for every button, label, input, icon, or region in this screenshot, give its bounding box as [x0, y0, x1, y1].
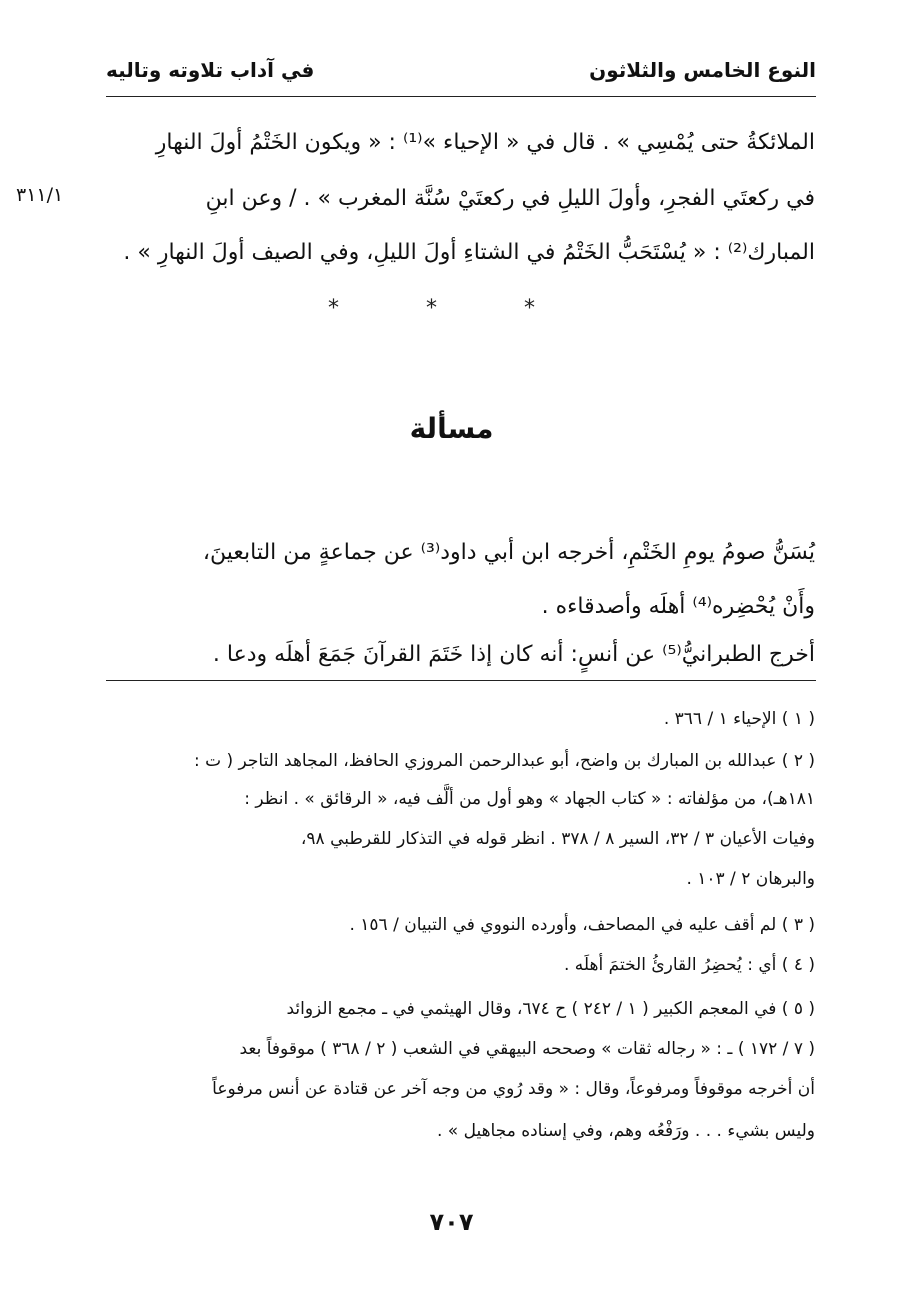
page-number: ٧٠٧ — [429, 1208, 474, 1236]
footnotes-divider — [106, 680, 816, 681]
section-separator-stars: * * * — [328, 296, 575, 321]
footnote-3: ( ٣ ) لم أقف عليه في المصاحف، وأورده النووي في التبيان / ١٥٦ . — [349, 915, 815, 935]
footnote-5-line-2: ( ٧ / ١٧٢ ) ـ : « رجاله ثقات » وصححه البيهقي في الشعب ( ٢ / ٣٦٨ ) موقوفاً بعد — [239, 1039, 815, 1059]
section-paragraph2-line — [213, 640, 815, 670]
section-paragraph1-line-2: وأَنْ يُحْضِره⁽⁴⁾ أهلَه وأصدقاءه . — [541, 594, 815, 619]
header-book-section-title: في آداب تلاوته وتاليه — [106, 58, 315, 82]
section-title: مسألة — [409, 412, 494, 445]
footnote-5-line-1: ( ٥ ) في المعجم الكبير ( ١ / ٢٤٢ ) ح ٦٧٤، وقال الهيثمي في ـ مجمع الزوائد — [286, 999, 815, 1019]
header-chapter-title: النوع الخامس والثلاثون — [589, 58, 816, 82]
footnote-5-line-3: أن أخرجه موقوفاً ومرفوعاً، وقال : « وقد رُوي من وجه آخر عن قتادة عن أنس مرفوعاً — [212, 1079, 815, 1099]
section-paragraph2-text: أخرج الطبرانيُّ⁽⁵⁾ عن أنسٍ: أنه كان إذا خَتَمَ القرآنَ جَمَعَ أهلَه ودعا . — [212, 642, 815, 667]
footnote-4: ( ٤ ) أي : يُحضِرُ القارئُ الختمَ أهلَه . — [564, 955, 815, 975]
footnote-2-line-1: ( ٢ ) عبدالله بن المبارك بن واضح، أبو عبدالرحمن المروزي الحافظ، المجاهد التاجر ( ت : — [193, 751, 815, 771]
footnote-1: ( ١ ) الإحياء ١ / ٣٦٦ . — [663, 709, 815, 729]
intro-line-3: المبارك⁽²⁾ : « يُسْتَحَبُّ الخَتْمُ في الشتاءِ أولَ الليلِ، وفي الصيف أولَ النهارِ » . — [123, 240, 815, 265]
footnote-5-line-4: وليس بشيء . . . ورَفْعُه وهم، وفي إسناده مجاهيل » . — [436, 1121, 815, 1141]
footnote-2-line-3: وفيات الأعيان ٣ / ٣٢، السير ٨ / ٣٧٨ . انظر قوله في التذكار للقرطبي ٩٨، — [300, 829, 815, 849]
intro-line-2: في ركعتَي الفجرِ، وأولَ الليلِ في ركعتَيْ سُنَّة المغرب » . / وعن ابنِ — [205, 186, 815, 211]
running-header — [106, 56, 816, 97]
margin-volume-page-reference: ٣١١/١ — [16, 184, 64, 206]
footnote-2-line-2: ١٨١هـ)، من مؤلفاته : « كتاب الجهاد » وهو أول من ألَّف فيه، « الرقائق » . انظر : — [244, 789, 815, 809]
footnote-2-line-4: والبرهان ٢ / ١٠٣ . — [686, 869, 815, 889]
section-paragraph1-line-1: يُسَنُّ صومُ يومِ الخَتْمِ، أخرجه ابن أبي داود⁽³⁾ عن جماعةٍ من التابعينَ، — [202, 540, 815, 565]
intro-line-1: الملائكةُ حتى يُمْسِي » . قال في « الإحياء »⁽¹⁾ : « ويكون الخَتْمُ أولَ النهارِ — [155, 130, 815, 155]
